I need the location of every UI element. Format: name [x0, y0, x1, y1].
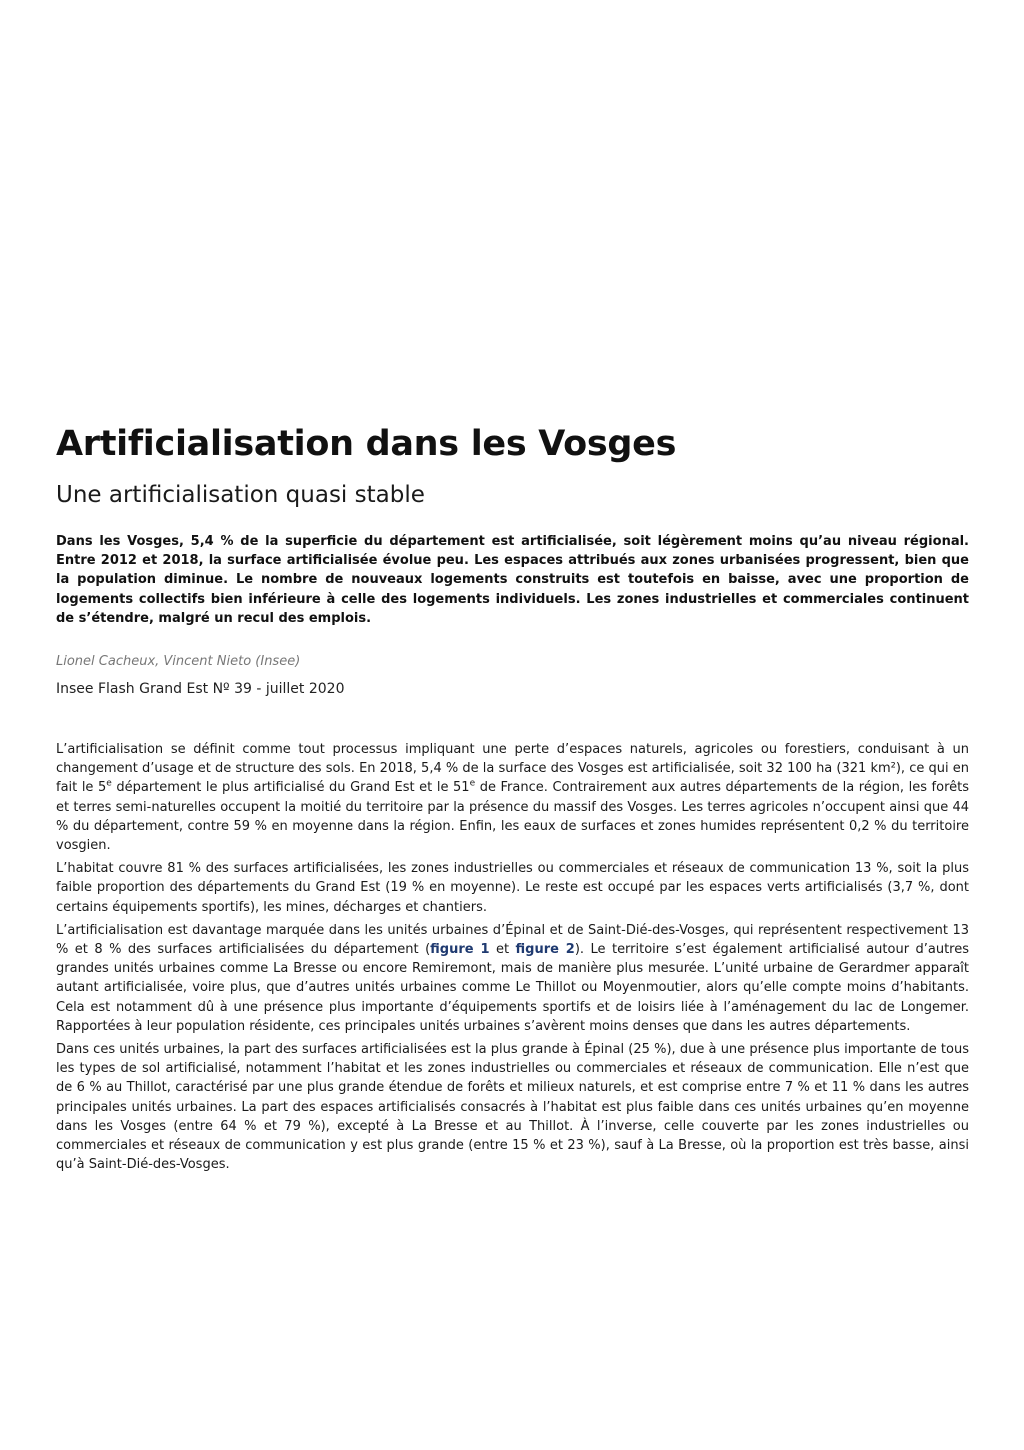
article-body [56, 740, 969, 1174]
article-authors: Lionel Cacheux, Vincent Nieto (Insee) [56, 654, 301, 670]
article [56, 418, 969, 1178]
paragraph-1-text-b: département le plus artificialisé du Grand Est et le 51 [111, 780, 470, 796]
paragraph-3-text-c: ). Le territoire s’est également artificialisé autour d’autres grandes unités urbaines comme La Bresse ou encore Remiremont, mais de manière plus mesurée. L’unité urbaine de Gerardmer apparaît autant artificialisée, voire plus, que d’autres unités urbaines comme Le Thillot ou Moyenmoutier, alors qu’elle compte moins d’habitants. Cela est notamment dû à une présence plus importante d’équipements sportifs et de loisirs liée à l’aménagement du lac de Longemer. Rapportées à leur population résidente, ces principales unités urbaines s’avèrent moins denses que dans les autres départements. [56, 942, 970, 1034]
paragraph-2: L’habitat couvre 81 % des surfaces artificialisées, les zones industrielles ou commerciales et réseaux de communication 13 %, soit la plus faible proportion des départements du Grand Est (19 % en moyenne). Le reste est occupé par les espaces verts artificialisés (3,7 %, dont certains équipements sportifs), les mines, décharges et chantiers. [56, 861, 969, 915]
superscript-ordinal: e [469, 779, 476, 790]
figure-1-link[interactable]: figure 1 [430, 942, 490, 958]
paragraph-3 [56, 921, 969, 1036]
article-source: Insee Flash Grand Est Nº 39 - juillet 2020 [56, 681, 345, 698]
superscript-ordinal: e [106, 779, 112, 790]
paragraph-1 [56, 740, 969, 855]
article-abstract: Dans les Vosges, 5,4 % de la superficie du département est artificialisée, soit légèrement moins qu’au niveau régional. Entre 2012 et 2018, la surface artificialisée évolue peu. Les espaces attribués aux zones urbanisées progressent, bien que la population diminue. Le nombre de nouveaux logements construits est toutefois en baisse, avec une proportion de logements collectifs bien inférieure à celle des logements individuels. Les zones industrielles et commerciales continuent de s’étendre, malgré un recul des emplois. [56, 534, 969, 626]
paragraph-1-text-c: de France. Contrairement aux autres départements de la région, les forêts et terres semi-naturelles occupent la moitié du territoire par la présence du massif des Vosges. Les terres agricoles n’occupent ainsi que 44 % du département, contre 59 % en moyenne dans la région. Enfin, les eaux de surfaces et zones humides représentent 0,2 % du territoire vosgien. [56, 780, 969, 854]
paragraph-3-text-a: L’artificialisation est davantage marquée dans les unités urbaines d’Épinal et de Saint-Dié-des-Vosges, qui représentent respectivement 13 % et 8 % des surfaces artificialisées du département ( [56, 922, 969, 958]
article-subtitle: Une artificialisation quasi stable [56, 482, 425, 508]
paragraph-3-text-b: et [489, 942, 516, 958]
article-title: Artificialisation dans les Vosges [56, 424, 677, 464]
figure-2-link[interactable]: figure 2 [515, 942, 575, 958]
paragraph-4: Dans ces unités urbaines, la part des surfaces artificialisées est la plus grande à Épinal (25 %), due à une présence plus importante de tous les types de sol artificialisé, notamment l’habitat et les zones industrielles ou commerciales et réseaux de communication. Elle n’est que de 6 % au Thillot, caractérisé par une plus grande étendue de forêts et milieux naturels, et est comprise entre 7 % et 11 % dans les autres principales unités urbaines. La part des espaces artificialisés consacrés à l’habitat est plus faible dans ces unités urbaines qu’en moyenne dans les Vosges (entre 64 % et 79 %), excepté à La Bresse et au Thillot. À l’inverse, celle couverte par les zones industrielles ou commerciales et réseaux de communication y est plus grande (entre 15 % et 23 %), sauf à La Bresse, où la proportion est très basse, ainsi qu’à Saint-Dié-des-Vosges. [56, 1042, 969, 1173]
paragraph-1-text-a: L’artificialisation se définit comme tout processus impliquant une perte d’espaces naturels, agricoles ou forestiers, conduisant à un changement d’usage et de structure des sols. En 2018, 5,4 % de la surface des Vosges est artificialisée, soit 32 100 ha (321 km²), ce qui en fait le 5 [56, 742, 969, 796]
